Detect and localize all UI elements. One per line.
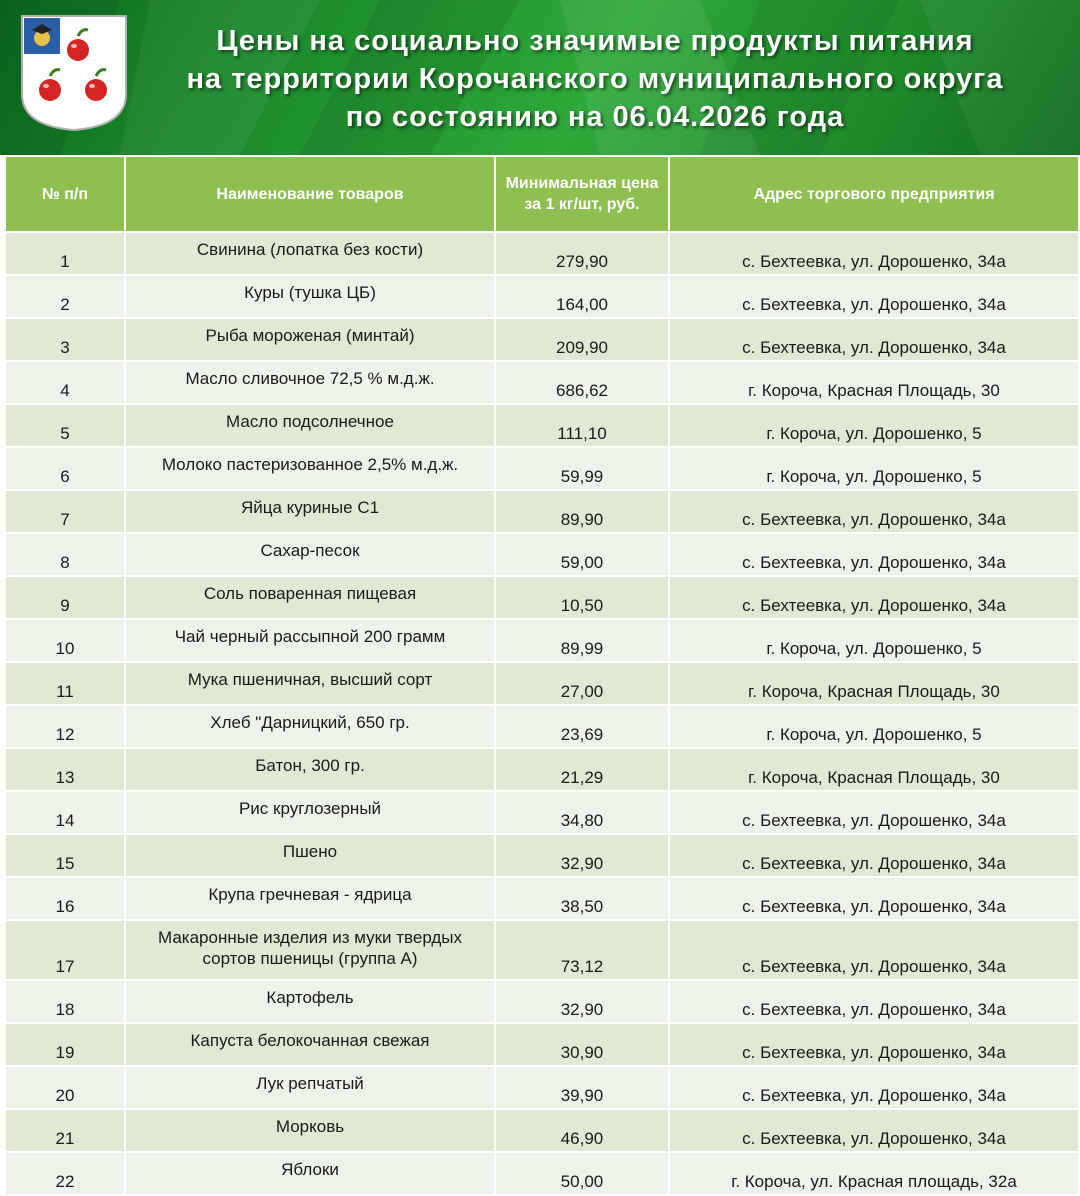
table-row (5, 1109, 1079, 1152)
table-row (5, 920, 1079, 980)
table-row (5, 980, 1079, 1023)
cell-product-name: Яблоки (125, 1152, 495, 1195)
cell-address: с. Бехтеевка, ул. Дорошенко, 34а (669, 980, 1079, 1023)
cell-price: 39,90 (495, 1066, 669, 1109)
cell-number: 19 (5, 1023, 125, 1066)
page-header (0, 0, 1080, 155)
cell-price: 38,50 (495, 877, 669, 920)
cell-address: г. Короча, Красная Площадь, 30 (669, 748, 1079, 791)
table-row (5, 490, 1079, 533)
cell-price: 686,62 (495, 361, 669, 404)
cell-product-name: Масло подсолнечное (125, 404, 495, 447)
table-row (5, 361, 1079, 404)
table-row (5, 662, 1079, 705)
cell-price: 59,00 (495, 533, 669, 576)
table-row (5, 576, 1079, 619)
cell-price: 50,00 (495, 1152, 669, 1195)
cell-number: 11 (5, 662, 125, 705)
cell-product-name: Лук репчатый (125, 1066, 495, 1109)
cell-price: 32,90 (495, 834, 669, 877)
korocha-coat-of-arms-icon (20, 14, 128, 132)
column-header-name: Наименование товаров (125, 156, 495, 232)
cell-address: с. Бехтеевка, ул. Дорошенко, 34а (669, 834, 1079, 877)
table-row (5, 834, 1079, 877)
cell-product-name: Пшено (125, 834, 495, 877)
table-row (5, 791, 1079, 834)
cell-number: 8 (5, 533, 125, 576)
cell-address: с. Бехтеевка, ул. Дорошенко, 34а (669, 1023, 1079, 1066)
table-row (5, 318, 1079, 361)
cell-address: г. Короча, Красная Площадь, 30 (669, 361, 1079, 404)
cell-address: с. Бехтеевка, ул. Дорошенко, 34а (669, 920, 1079, 980)
cell-address: г. Короча, ул. Дорошенко, 5 (669, 705, 1079, 748)
cell-number: 17 (5, 920, 125, 980)
cell-product-name: Мука пшеничная, высший сорт (125, 662, 495, 705)
cell-product-name: Хлеб "Дарницкий, 650 гр. (125, 705, 495, 748)
cell-product-name: Куры (тушка ЦБ) (125, 275, 495, 318)
title-line-1: Цены на социально значимые продукты питания (216, 25, 974, 57)
price-table-container (4, 155, 1078, 1196)
cell-address: г. Короча, ул. Дорошенко, 5 (669, 404, 1079, 447)
cell-number: 14 (5, 791, 125, 834)
cell-price: 164,00 (495, 275, 669, 318)
cell-address: с. Бехтеевка, ул. Дорошенко, 34а (669, 232, 1079, 275)
cell-product-name: Свинина (лопатка без кости) (125, 232, 495, 275)
cell-number: 4 (5, 361, 125, 404)
cell-number: 13 (5, 748, 125, 791)
cell-price: 27,00 (495, 662, 669, 705)
cell-number: 15 (5, 834, 125, 877)
cell-address: с. Бехтеевка, ул. Дорошенко, 34а (669, 490, 1079, 533)
cell-address: с. Бехтеевка, ул. Дорошенко, 34а (669, 1109, 1079, 1152)
column-header-address: Адрес торгового предприятия (669, 156, 1079, 232)
title-line-2: на территории Корочанского муниципального округа (186, 63, 1004, 95)
cell-address: г. Короча, Красная Площадь, 30 (669, 662, 1079, 705)
cell-price: 23,69 (495, 705, 669, 748)
column-header-number: № п/п (5, 156, 125, 232)
cell-number: 6 (5, 447, 125, 490)
title-line-3: по состоянию на 06.04.2026 года (345, 101, 845, 133)
cell-price: 59,99 (495, 447, 669, 490)
cell-number: 5 (5, 404, 125, 447)
cell-product-name: Капуста белокочанная свежая (125, 1023, 495, 1066)
cell-address: г. Короча, ул. Красная площадь, 32а (669, 1152, 1079, 1195)
cell-price: 279,90 (495, 232, 669, 275)
cell-price: 32,90 (495, 980, 669, 1023)
price-table (4, 155, 1080, 1196)
table-row (5, 447, 1079, 490)
cell-address: с. Бехтеевка, ул. Дорошенко, 34а (669, 318, 1079, 361)
cell-product-name: Сахар-песок (125, 533, 495, 576)
cell-address: с. Бехтеевка, ул. Дорошенко, 34а (669, 576, 1079, 619)
column-header-price: Минимальная цена за 1 кг/шт, руб. (495, 156, 669, 232)
cell-product-name: Крупа гречневая - ядрица (125, 877, 495, 920)
cell-product-name: Картофель (125, 980, 495, 1023)
cell-address: с. Бехтеевка, ул. Дорошенко, 34а (669, 1066, 1079, 1109)
cell-price: 209,90 (495, 318, 669, 361)
cell-product-name: Рыба мороженая (минтай) (125, 318, 495, 361)
table-row (5, 232, 1079, 275)
cell-address: г. Короча, ул. Дорошенко, 5 (669, 447, 1079, 490)
cell-number: 10 (5, 619, 125, 662)
cell-price: 89,90 (495, 490, 669, 533)
cell-product-name: Яйца куриные С1 (125, 490, 495, 533)
cell-number: 3 (5, 318, 125, 361)
table-row (5, 1066, 1079, 1109)
table-row (5, 619, 1079, 662)
cell-address: с. Бехтеевка, ул. Дорошенко, 34а (669, 275, 1079, 318)
cell-number: 16 (5, 877, 125, 920)
table-body (5, 232, 1079, 1195)
cell-price: 34,80 (495, 791, 669, 834)
cell-price: 73,12 (495, 920, 669, 980)
table-row (5, 275, 1079, 318)
cell-number: 22 (5, 1152, 125, 1195)
table-row (5, 705, 1079, 748)
cell-product-name: Молоко пастеризованное 2,5% м.д.ж. (125, 447, 495, 490)
table-row (5, 1023, 1079, 1066)
cell-address: с. Бехтеевка, ул. Дорошенко, 34а (669, 791, 1079, 834)
cell-product-name: Морковь (125, 1109, 495, 1152)
cell-address: с. Бехтеевка, ул. Дорошенко, 34а (669, 877, 1079, 920)
cell-price: 30,90 (495, 1023, 669, 1066)
cell-number: 2 (5, 275, 125, 318)
cell-price: 89,99 (495, 619, 669, 662)
cell-number: 7 (5, 490, 125, 533)
cell-number: 21 (5, 1109, 125, 1152)
cell-price: 46,90 (495, 1109, 669, 1152)
table-row (5, 877, 1079, 920)
cell-address: г. Короча, ул. Дорошенко, 5 (669, 619, 1079, 662)
cell-product-name: Макаронные изделия из муки твердых сортов пшеницы (группа А) (125, 920, 495, 980)
table-row (5, 404, 1079, 447)
table-row (5, 748, 1079, 791)
cell-number: 9 (5, 576, 125, 619)
cell-number: 18 (5, 980, 125, 1023)
cell-price: 21,29 (495, 748, 669, 791)
cell-number: 1 (5, 232, 125, 275)
cell-product-name: Батон, 300 гр. (125, 748, 495, 791)
cell-number: 20 (5, 1066, 125, 1109)
table-row (5, 533, 1079, 576)
cell-address: с. Бехтеевка, ул. Дорошенко, 34а (669, 533, 1079, 576)
cell-product-name: Рис круглозерный (125, 791, 495, 834)
cell-number: 12 (5, 705, 125, 748)
cell-product-name: Масло сливочное 72,5 % м.д.ж. (125, 361, 495, 404)
cell-product-name: Соль поваренная пищевая (125, 576, 495, 619)
cell-price: 10,50 (495, 576, 669, 619)
cell-price: 111,10 (495, 404, 669, 447)
table-row (5, 1152, 1079, 1195)
page-title (150, 22, 1040, 136)
cell-product-name: Чай черный рассыпной 200 грамм (125, 619, 495, 662)
table-header-row (5, 156, 1079, 232)
